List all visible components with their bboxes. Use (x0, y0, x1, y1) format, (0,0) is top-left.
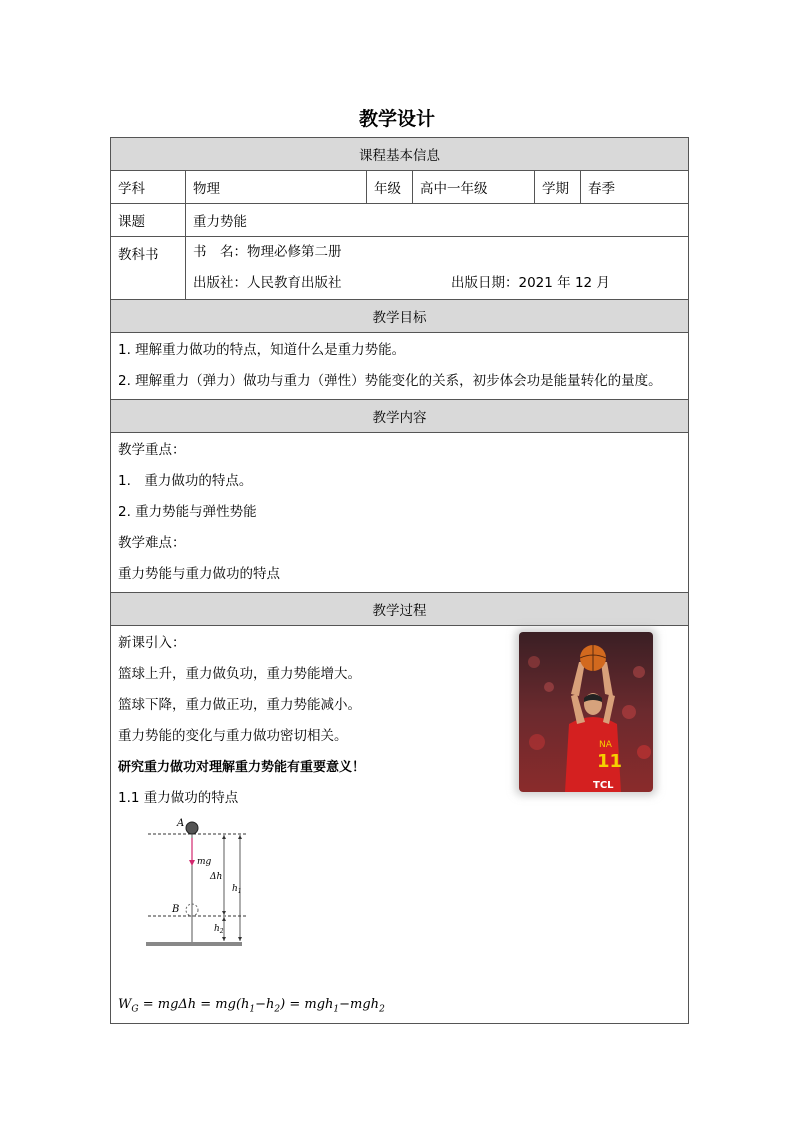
topic-label: 课题 (111, 204, 186, 237)
intro-label: 新课引入： (118, 635, 186, 651)
objective-item: 1. 理解重力做功的特点，知道什么是重力势能。 (118, 342, 406, 358)
subject-label: 学科 (111, 171, 186, 204)
label-b: B (172, 904, 180, 915)
publish-date: 出版日期：2021 年 12 月 (451, 275, 610, 291)
player-illustration (519, 632, 653, 792)
key-points-label: 教学重点： (118, 442, 186, 458)
basketball-player-photo (519, 632, 653, 792)
ground (146, 942, 242, 946)
objectives-header: 教学目标 (111, 300, 689, 333)
mg-arrow-icon (189, 860, 195, 866)
book-name: 书 名：物理必修第二册 (193, 244, 342, 260)
emphasis-line: 研究重力做功对理解重力势能有重要意义！ (118, 760, 366, 775)
key-point-item: 1. 重力做功的特点。 (118, 473, 253, 489)
label-h2: $h_2$ (214, 924, 224, 935)
intro-line: 篮球上升，重力做负功，重力势能增大。 (118, 666, 361, 682)
difficult-point-text: 重力势能与重力做功的特点 (118, 566, 280, 582)
grade-label: 年级 (367, 171, 413, 204)
page-title: 教学设计 (358, 108, 435, 130)
grade-value: 高中一年级 (413, 171, 535, 204)
term-value: 春季 (581, 171, 689, 204)
objective-item: 2. 理解重力（弹力）做功与重力（弹性）势能变化的关系，初步体会功是能量转化的量度。 (118, 373, 662, 389)
gravity-work-diagram (144, 816, 254, 948)
difficult-points-label: 教学难点： (118, 535, 186, 551)
label-mg: mg (197, 857, 212, 867)
section-title: 1.1 重力做功的特点 (118, 790, 239, 806)
publisher: 出版社：人民教育出版社 (193, 275, 342, 291)
intro-line: 重力势能的变化与重力做功密切相关。 (118, 728, 348, 744)
jersey-number: 11 (597, 751, 623, 772)
key-point-item: 2. 重力势能与弹性势能 (118, 504, 257, 520)
jersey-sponsor: TCL (593, 780, 614, 791)
ball-a-icon (186, 822, 198, 834)
label-a: A (177, 818, 185, 829)
lesson-plan-table (110, 137, 689, 1024)
label-h1: $h_1$ (232, 884, 242, 895)
subject-value: 物理 (186, 171, 367, 204)
label-delta-h: Δh (210, 872, 223, 882)
term-label: 学期 (535, 171, 581, 204)
intro-line: 篮球下降，重力做正功，重力势能减小。 (118, 697, 361, 713)
gravity-work-formula: $W_G = mg\Delta h = mg(h_1-h_2) = mgh_1-mgh_2$ (118, 997, 385, 1015)
jersey-text: NA (599, 740, 612, 750)
basic-info-header: 课程基本信息 (111, 138, 689, 171)
process-header: 教学过程 (111, 593, 689, 626)
textbook-label: 教科书 (111, 237, 186, 300)
topic-value: 重力势能 (186, 204, 689, 237)
content-header: 教学内容 (111, 400, 689, 433)
